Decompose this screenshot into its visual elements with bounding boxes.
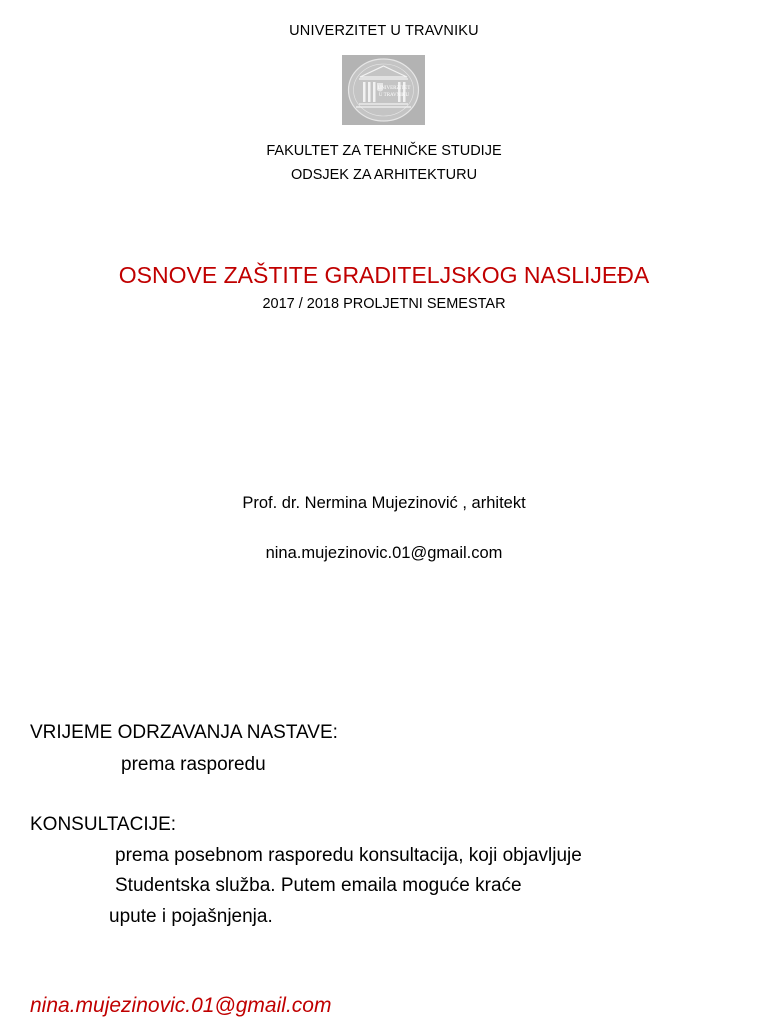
university-logo xyxy=(342,55,425,125)
schedule-value: prema rasporedu xyxy=(121,754,266,775)
footer-email: nina.mujezinovic.01@gmail.com xyxy=(30,994,332,1017)
instructor-email: nina.mujezinovic.01@gmail.com xyxy=(265,544,503,562)
consultations-text-line1: prema posebnom rasporedu konsultacija, koji objavljuje xyxy=(115,845,582,866)
faculty-name: FAKULTET ZA TEHNIČKE STUDIJE xyxy=(266,143,502,159)
course-title: OSNOVE ZAŠTITE GRADITELJSKOG NASLIJEĐA xyxy=(118,262,650,288)
consultations-label: KONSULTACIJE: xyxy=(30,814,177,835)
logo-text-line2: U TRAVNIKU xyxy=(378,93,410,98)
schedule-label: VRIJEME ODRZAVANJA NASTAVE: xyxy=(30,722,338,743)
logo-text-line1: UNIVERZITET xyxy=(377,86,411,91)
semester-label: 2017 / 2018 PROLJETNI SEMESTAR xyxy=(262,296,506,312)
consultations-text-line2: Studentska služba. Putem emaila moguće kraće xyxy=(115,875,522,896)
consultations-text-line3: upute i pojašnjenja. xyxy=(109,906,273,927)
department-name: ODSJEK ZA ARHITEKTURU xyxy=(290,167,478,183)
instructor-name: Prof. dr. Nermina Mujezinović , arhitekt xyxy=(242,494,526,512)
university-name: UNIVERZITET U TRAVNIKU xyxy=(289,23,479,39)
